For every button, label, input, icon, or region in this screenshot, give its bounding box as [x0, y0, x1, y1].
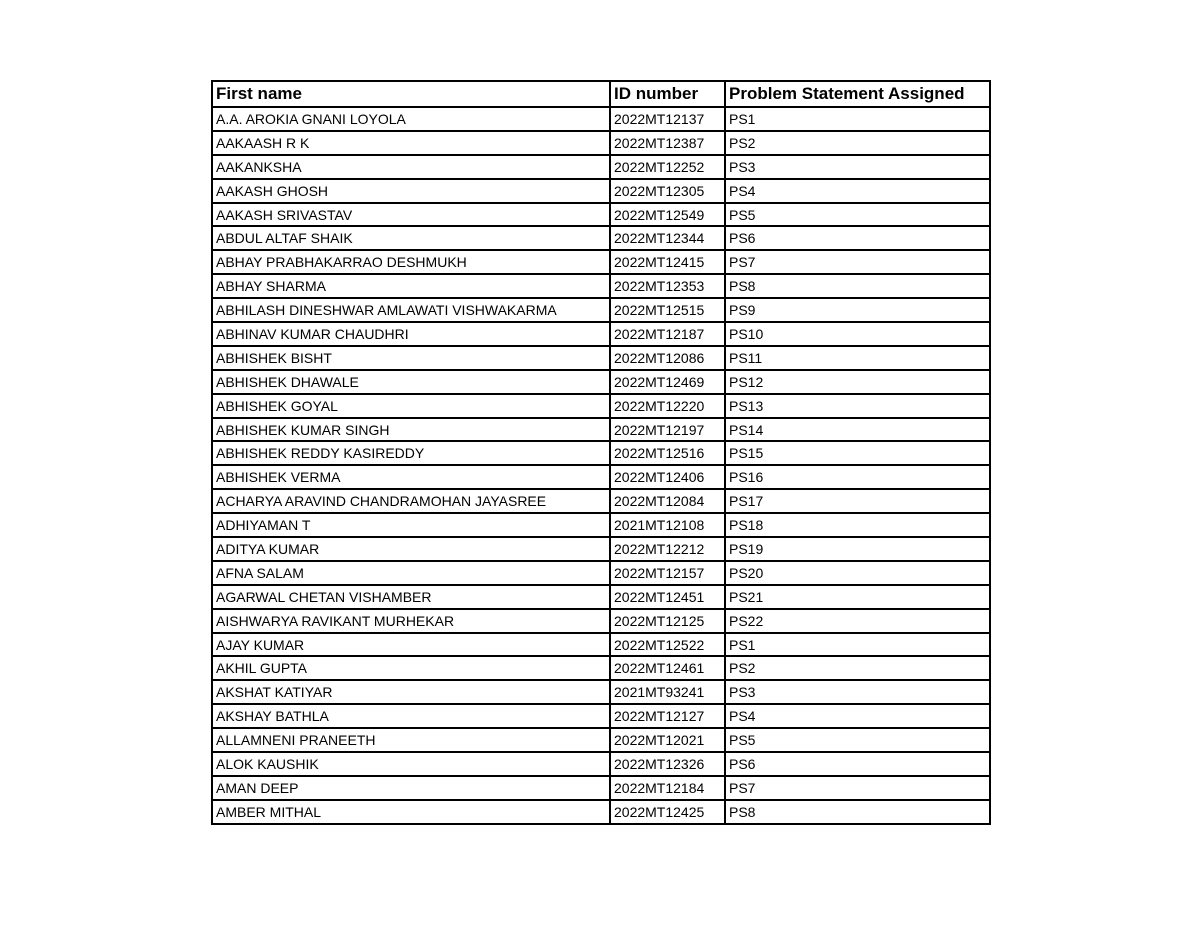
table-header	[212, 81, 990, 107]
table-row	[212, 585, 990, 609]
cell-first-name: ALLAMNENI PRANEETH	[212, 728, 610, 752]
cell-first-name: AGARWAL CHETAN VISHAMBER	[212, 585, 610, 609]
header-row	[212, 81, 990, 107]
cell-id-number: 2021MT93241	[610, 680, 725, 704]
cell-id-number: 2022MT12187	[610, 322, 725, 346]
table-row	[212, 441, 990, 465]
table-row	[212, 298, 990, 322]
assignment-sheet	[211, 80, 989, 825]
cell-problem-statement: PS20	[725, 561, 990, 585]
cell-problem-statement: PS1	[725, 633, 990, 657]
cell-first-name: ADHIYAMAN T	[212, 513, 610, 537]
header-problem-statement: Problem Statement Assigned	[725, 81, 990, 107]
cell-problem-statement: PS7	[725, 776, 990, 800]
cell-id-number: 2022MT12084	[610, 489, 725, 513]
cell-problem-statement: PS17	[725, 489, 990, 513]
assignment-table	[211, 80, 991, 825]
cell-problem-statement: PS8	[725, 800, 990, 824]
cell-first-name: AISHWARYA RAVIKANT MURHEKAR	[212, 609, 610, 633]
cell-id-number: 2022MT12212	[610, 537, 725, 561]
cell-problem-statement: PS14	[725, 418, 990, 442]
table-row	[212, 131, 990, 155]
table-row	[212, 752, 990, 776]
table-row	[212, 346, 990, 370]
cell-first-name: AAKANKSHA	[212, 155, 610, 179]
cell-problem-statement: PS21	[725, 585, 990, 609]
cell-id-number: 2022MT12086	[610, 346, 725, 370]
cell-id-number: 2022MT12461	[610, 656, 725, 680]
table-row	[212, 680, 990, 704]
cell-id-number: 2022MT12516	[610, 441, 725, 465]
cell-first-name: AKSHAT KATIYAR	[212, 680, 610, 704]
cell-id-number: 2022MT12522	[610, 633, 725, 657]
table-row	[212, 107, 990, 131]
cell-first-name: A.A. AROKIA GNANI LOYOLA	[212, 107, 610, 131]
table-row	[212, 776, 990, 800]
cell-first-name: ACHARYA ARAVIND CHANDRAMOHAN JAYASREE	[212, 489, 610, 513]
cell-first-name: AMAN DEEP	[212, 776, 610, 800]
cell-problem-statement: PS15	[725, 441, 990, 465]
table-row	[212, 465, 990, 489]
cell-first-name: ABHISHEK KUMAR SINGH	[212, 418, 610, 442]
cell-first-name: ABHISHEK GOYAL	[212, 394, 610, 418]
cell-problem-statement: PS18	[725, 513, 990, 537]
table-row	[212, 203, 990, 227]
table-row	[212, 179, 990, 203]
table-row	[212, 800, 990, 824]
cell-id-number: 2022MT12220	[610, 394, 725, 418]
cell-problem-statement: PS4	[725, 704, 990, 728]
cell-first-name: ABHAY SHARMA	[212, 274, 610, 298]
cell-problem-statement: PS22	[725, 609, 990, 633]
table-row	[212, 250, 990, 274]
cell-problem-statement: PS12	[725, 370, 990, 394]
cell-id-number: 2022MT12353	[610, 274, 725, 298]
cell-problem-statement: PS19	[725, 537, 990, 561]
cell-first-name: AMBER MITHAL	[212, 800, 610, 824]
cell-id-number: 2022MT12137	[610, 107, 725, 131]
table-row	[212, 728, 990, 752]
header-id-number: ID number	[610, 81, 725, 107]
cell-first-name: ALOK KAUSHIK	[212, 752, 610, 776]
table-row	[212, 537, 990, 561]
cell-first-name: ABHISHEK BISHT	[212, 346, 610, 370]
table-row	[212, 633, 990, 657]
cell-first-name: ADITYA KUMAR	[212, 537, 610, 561]
cell-problem-statement: PS11	[725, 346, 990, 370]
cell-id-number: 2022MT12387	[610, 131, 725, 155]
cell-problem-statement: PS5	[725, 203, 990, 227]
cell-id-number: 2022MT12184	[610, 776, 725, 800]
cell-problem-statement: PS3	[725, 155, 990, 179]
cell-id-number: 2022MT12252	[610, 155, 725, 179]
table-row	[212, 561, 990, 585]
cell-first-name: AKHIL GUPTA	[212, 656, 610, 680]
cell-problem-statement: PS2	[725, 656, 990, 680]
cell-problem-statement: PS16	[725, 465, 990, 489]
cell-first-name: AAKASH GHOSH	[212, 179, 610, 203]
cell-first-name: AKSHAY BATHLA	[212, 704, 610, 728]
table-row	[212, 322, 990, 346]
cell-first-name: AJAY KUMAR	[212, 633, 610, 657]
cell-id-number: 2022MT12344	[610, 226, 725, 250]
cell-id-number: 2022MT12549	[610, 203, 725, 227]
cell-first-name: AAKAASH R K	[212, 131, 610, 155]
table-row	[212, 656, 990, 680]
cell-problem-statement: PS2	[725, 131, 990, 155]
table-row	[212, 274, 990, 298]
cell-first-name: AAKASH SRIVASTAV	[212, 203, 610, 227]
cell-id-number: 2022MT12469	[610, 370, 725, 394]
cell-id-number: 2021MT12108	[610, 513, 725, 537]
cell-first-name: ABHISHEK VERMA	[212, 465, 610, 489]
table-row	[212, 418, 990, 442]
cell-id-number: 2022MT12305	[610, 179, 725, 203]
table-row	[212, 370, 990, 394]
cell-id-number: 2022MT12326	[610, 752, 725, 776]
cell-problem-statement: PS3	[725, 680, 990, 704]
cell-first-name: ABHAY PRABHAKARRAO DESHMUKH	[212, 250, 610, 274]
cell-first-name: ABDUL ALTAF SHAIK	[212, 226, 610, 250]
table-row	[212, 394, 990, 418]
cell-id-number: 2022MT12406	[610, 465, 725, 489]
cell-problem-statement: PS4	[725, 179, 990, 203]
cell-id-number: 2022MT12197	[610, 418, 725, 442]
cell-first-name: ABHINAV KUMAR CHAUDHRI	[212, 322, 610, 346]
table-row	[212, 609, 990, 633]
cell-problem-statement: PS9	[725, 298, 990, 322]
cell-first-name: ABHILASH DINESHWAR AMLAWATI VISHWAKARMA	[212, 298, 610, 322]
cell-problem-statement: PS10	[725, 322, 990, 346]
cell-first-name: AFNA SALAM	[212, 561, 610, 585]
cell-id-number: 2022MT12415	[610, 250, 725, 274]
cell-id-number: 2022MT12125	[610, 609, 725, 633]
table-row	[212, 226, 990, 250]
table-body	[212, 107, 990, 824]
cell-problem-statement: PS6	[725, 752, 990, 776]
cell-problem-statement: PS7	[725, 250, 990, 274]
cell-problem-statement: PS13	[725, 394, 990, 418]
header-first-name: First name	[212, 81, 610, 107]
cell-problem-statement: PS5	[725, 728, 990, 752]
cell-id-number: 2022MT12021	[610, 728, 725, 752]
table-row	[212, 513, 990, 537]
cell-id-number: 2022MT12157	[610, 561, 725, 585]
cell-first-name: ABHISHEK DHAWALE	[212, 370, 610, 394]
cell-problem-statement: PS1	[725, 107, 990, 131]
cell-problem-statement: PS8	[725, 274, 990, 298]
cell-id-number: 2022MT12127	[610, 704, 725, 728]
cell-id-number: 2022MT12451	[610, 585, 725, 609]
table-row	[212, 704, 990, 728]
table-row	[212, 489, 990, 513]
table-row	[212, 155, 990, 179]
cell-id-number: 2022MT12425	[610, 800, 725, 824]
cell-problem-statement: PS6	[725, 226, 990, 250]
cell-id-number: 2022MT12515	[610, 298, 725, 322]
cell-first-name: ABHISHEK REDDY KASIREDDY	[212, 441, 610, 465]
